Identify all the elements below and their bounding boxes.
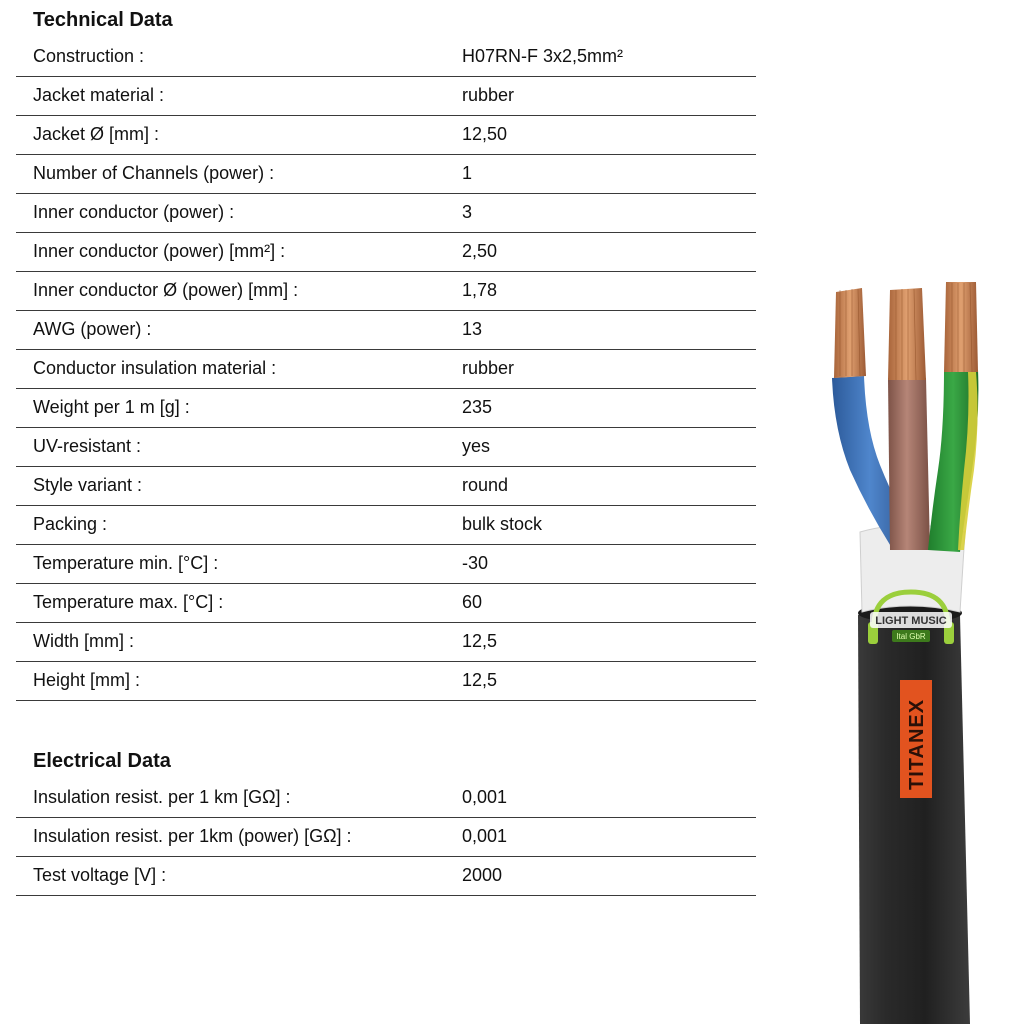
table-row bbox=[16, 818, 756, 857]
technical-data-table bbox=[16, 38, 756, 701]
table-row bbox=[16, 350, 756, 389]
table-row bbox=[16, 857, 756, 896]
technical-data-title: Technical Data bbox=[33, 9, 173, 31]
row-value: 12,50 bbox=[462, 124, 508, 144]
table-row bbox=[16, 194, 756, 233]
row-value: H07RN-F 3x2,5mm² bbox=[462, 46, 624, 66]
row-value: rubber bbox=[462, 85, 515, 105]
electrical-data-title: Electrical Data bbox=[33, 750, 171, 772]
cable-jacket bbox=[858, 608, 970, 1024]
row-label: Height [mm] : bbox=[33, 670, 141, 690]
row-value: 0,001 bbox=[462, 826, 508, 846]
row-label: Width [mm] : bbox=[33, 631, 135, 651]
row-value: -30 bbox=[462, 553, 489, 573]
table-row bbox=[16, 116, 756, 155]
row-value: 12,5 bbox=[462, 631, 498, 651]
table-row bbox=[16, 428, 756, 467]
brand-label: TITANEX bbox=[906, 698, 928, 790]
row-label: Number of Channels (power) : bbox=[33, 163, 275, 183]
table-row bbox=[16, 662, 756, 701]
brown-core bbox=[888, 378, 930, 550]
row-label: Inner conductor (power) [mm²] : bbox=[33, 241, 286, 261]
row-value: 1 bbox=[462, 163, 473, 183]
technical-data-section bbox=[16, 0, 756, 701]
row-value: 13 bbox=[462, 319, 483, 339]
row-label: Insulation resist. per 1 km [GΩ] : bbox=[33, 787, 291, 807]
row-value: 2,50 bbox=[462, 241, 498, 261]
row-label: Jacket Ø [mm] : bbox=[33, 124, 160, 144]
row-value: 1,78 bbox=[462, 280, 498, 300]
electrical-data-section bbox=[16, 741, 756, 896]
table-row bbox=[16, 584, 756, 623]
row-value: yes bbox=[462, 436, 491, 456]
row-label: Conductor insulation material : bbox=[33, 358, 277, 378]
row-label: Style variant : bbox=[33, 475, 143, 495]
table-row bbox=[16, 506, 756, 545]
row-label: Packing : bbox=[33, 514, 108, 534]
row-label: Temperature min. [°C] : bbox=[33, 553, 219, 573]
row-label: Inner conductor Ø (power) [mm] : bbox=[33, 280, 299, 300]
row-label: Weight per 1 m [g] : bbox=[33, 397, 190, 417]
row-value: 0,001 bbox=[462, 787, 508, 807]
row-label: Jacket material : bbox=[33, 85, 165, 105]
copper-strands bbox=[834, 282, 978, 380]
watermark-line1: LIGHT MUSIC bbox=[875, 615, 947, 627]
light-music-watermark bbox=[864, 586, 958, 658]
row-value: round bbox=[462, 475, 509, 495]
row-label: Inner conductor (power) : bbox=[33, 202, 235, 222]
row-value: 12,5 bbox=[462, 670, 498, 690]
row-value: bulk stock bbox=[462, 514, 543, 534]
table-row bbox=[16, 779, 756, 818]
row-label: Construction : bbox=[33, 46, 145, 66]
electrical-data-table bbox=[16, 779, 756, 896]
table-row bbox=[16, 389, 756, 428]
table-row bbox=[16, 272, 756, 311]
row-value: rubber bbox=[462, 358, 515, 378]
row-value: 60 bbox=[462, 592, 483, 612]
watermark-line2: Ital GbR bbox=[896, 632, 926, 641]
table-row bbox=[16, 311, 756, 350]
table-row bbox=[16, 545, 756, 584]
row-label: UV-resistant : bbox=[33, 436, 142, 456]
row-value: 235 bbox=[462, 397, 493, 417]
table-row bbox=[16, 467, 756, 506]
table-row bbox=[16, 77, 756, 116]
table-row bbox=[16, 155, 756, 194]
table-row bbox=[16, 38, 756, 77]
row-label: Insulation resist. per 1km (power) [GΩ] : bbox=[33, 826, 352, 846]
row-label: AWG (power) : bbox=[33, 319, 152, 339]
row-value: 2000 bbox=[462, 865, 503, 885]
row-value: 3 bbox=[462, 202, 473, 222]
table-row bbox=[16, 233, 756, 272]
table-row bbox=[16, 623, 756, 662]
row-label: Temperature max. [°C] : bbox=[33, 592, 224, 612]
row-label: Test voltage [V] : bbox=[33, 865, 167, 885]
